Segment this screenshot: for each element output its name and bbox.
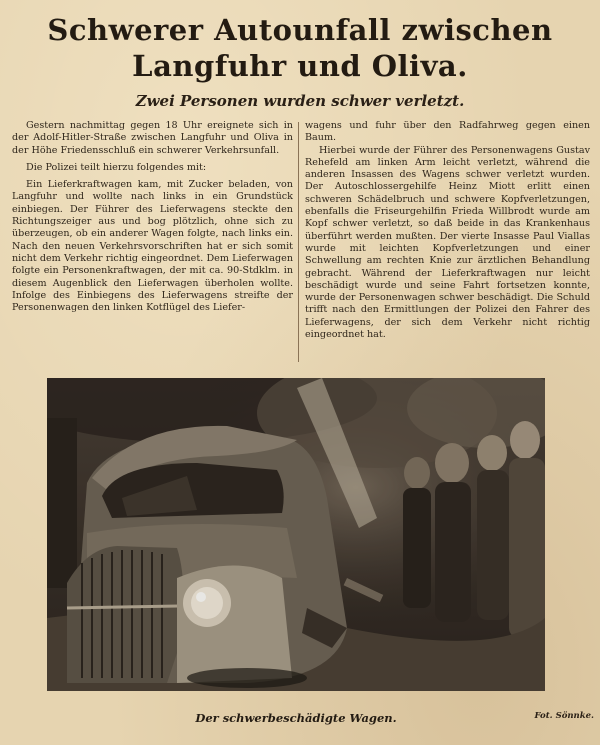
article-right-column [305, 120, 590, 341]
accident-photo [47, 378, 545, 691]
article-left-column [12, 120, 293, 314]
right-paragraph-1: wagens und fuhr über den Radfahrweg gegen einen Baum. [305, 120, 590, 144]
photo-credit: Fot. Sönnke. [534, 711, 594, 721]
wrecked-car-illustration [47, 378, 545, 691]
left-paragraph-2: Die Polizei teilt hierzu folgendes mit: [26, 161, 207, 173]
article-subheadline: Zwei Personen wurden schwer verletzt. [135, 92, 465, 110]
left-paragraph-3: Ein Lieferkraftwagen kam, mit Zucker beladen, von Langfuhr und wollte nach links in ein Grundstück einbiegen. Der Führer des Lieferwagens steckte den Richtungszeiger aus und bog plötzlich, ohne sich zu überzeugen, ob ein anderer Wagen folgte, nach links ein. Nach den neuen Verkehrsvorschriften hat er sich somit nicht dem Verkehr richtig eingeordnet. Dem Lieferwagen folgte ein Personenkraftwagen, der mit ca. 90-Stdklm. in diesem Augenblick den Lieferwagen überholen wollte. Infolge des Einbiegens des Lieferwagens streifte der Personenwagen den linken Kotflügel des Liefer- [12, 179, 293, 314]
left-paragraph-1: Gestern nachmittag gegen 18 Uhr ereignete sich in der Adolf-Hitler-Straße zwischen Langfuhr und Oliva in der Höhe Friedensschluß ein schwerer Verkehrsunfall. [12, 120, 293, 156]
right-paragraph-2: Hierbei wurde der Führer des Personenwagens Gustav Rehefeld am linken Arm leicht verletzt, während die anderen Insassen des Wagens schwer verletzt wurden. Der Autoschlossergehilfe Heinz Miott erlitt einen schweren Schädelbruch und schwere Kopfverletzungen, ebenfalls die Friseurgehilfin Frieda Willbrodt wurde am Kopf schwer verletzt, so daß beide in das Krankenhaus überführt werden mußten. Der vierte Insasse Paul Viallas wurde mit leichten Kopfverletzungen und einer Schwellung am rechten Knie zur ärztlichen Behandlung gebracht. Während der Lieferkraftwagen nur leicht beschädigt wurde und seine Fahrt fortsetzen konnte, wurde der Personenwagen schwer beschädigt. Die Schuld trifft nach den Ermittlungen der Polizei den Fahrer des Lieferwagens, der sich dem Verkehr nicht richtig eingeordnet hat. [305, 144, 590, 341]
article-headline: Schwerer Autounfall zwischen Langfuhr und Oliva. [47, 13, 553, 83]
photo-caption: Der schwerbeschädigte Wagen. [195, 711, 397, 725]
column-divider [298, 122, 299, 362]
